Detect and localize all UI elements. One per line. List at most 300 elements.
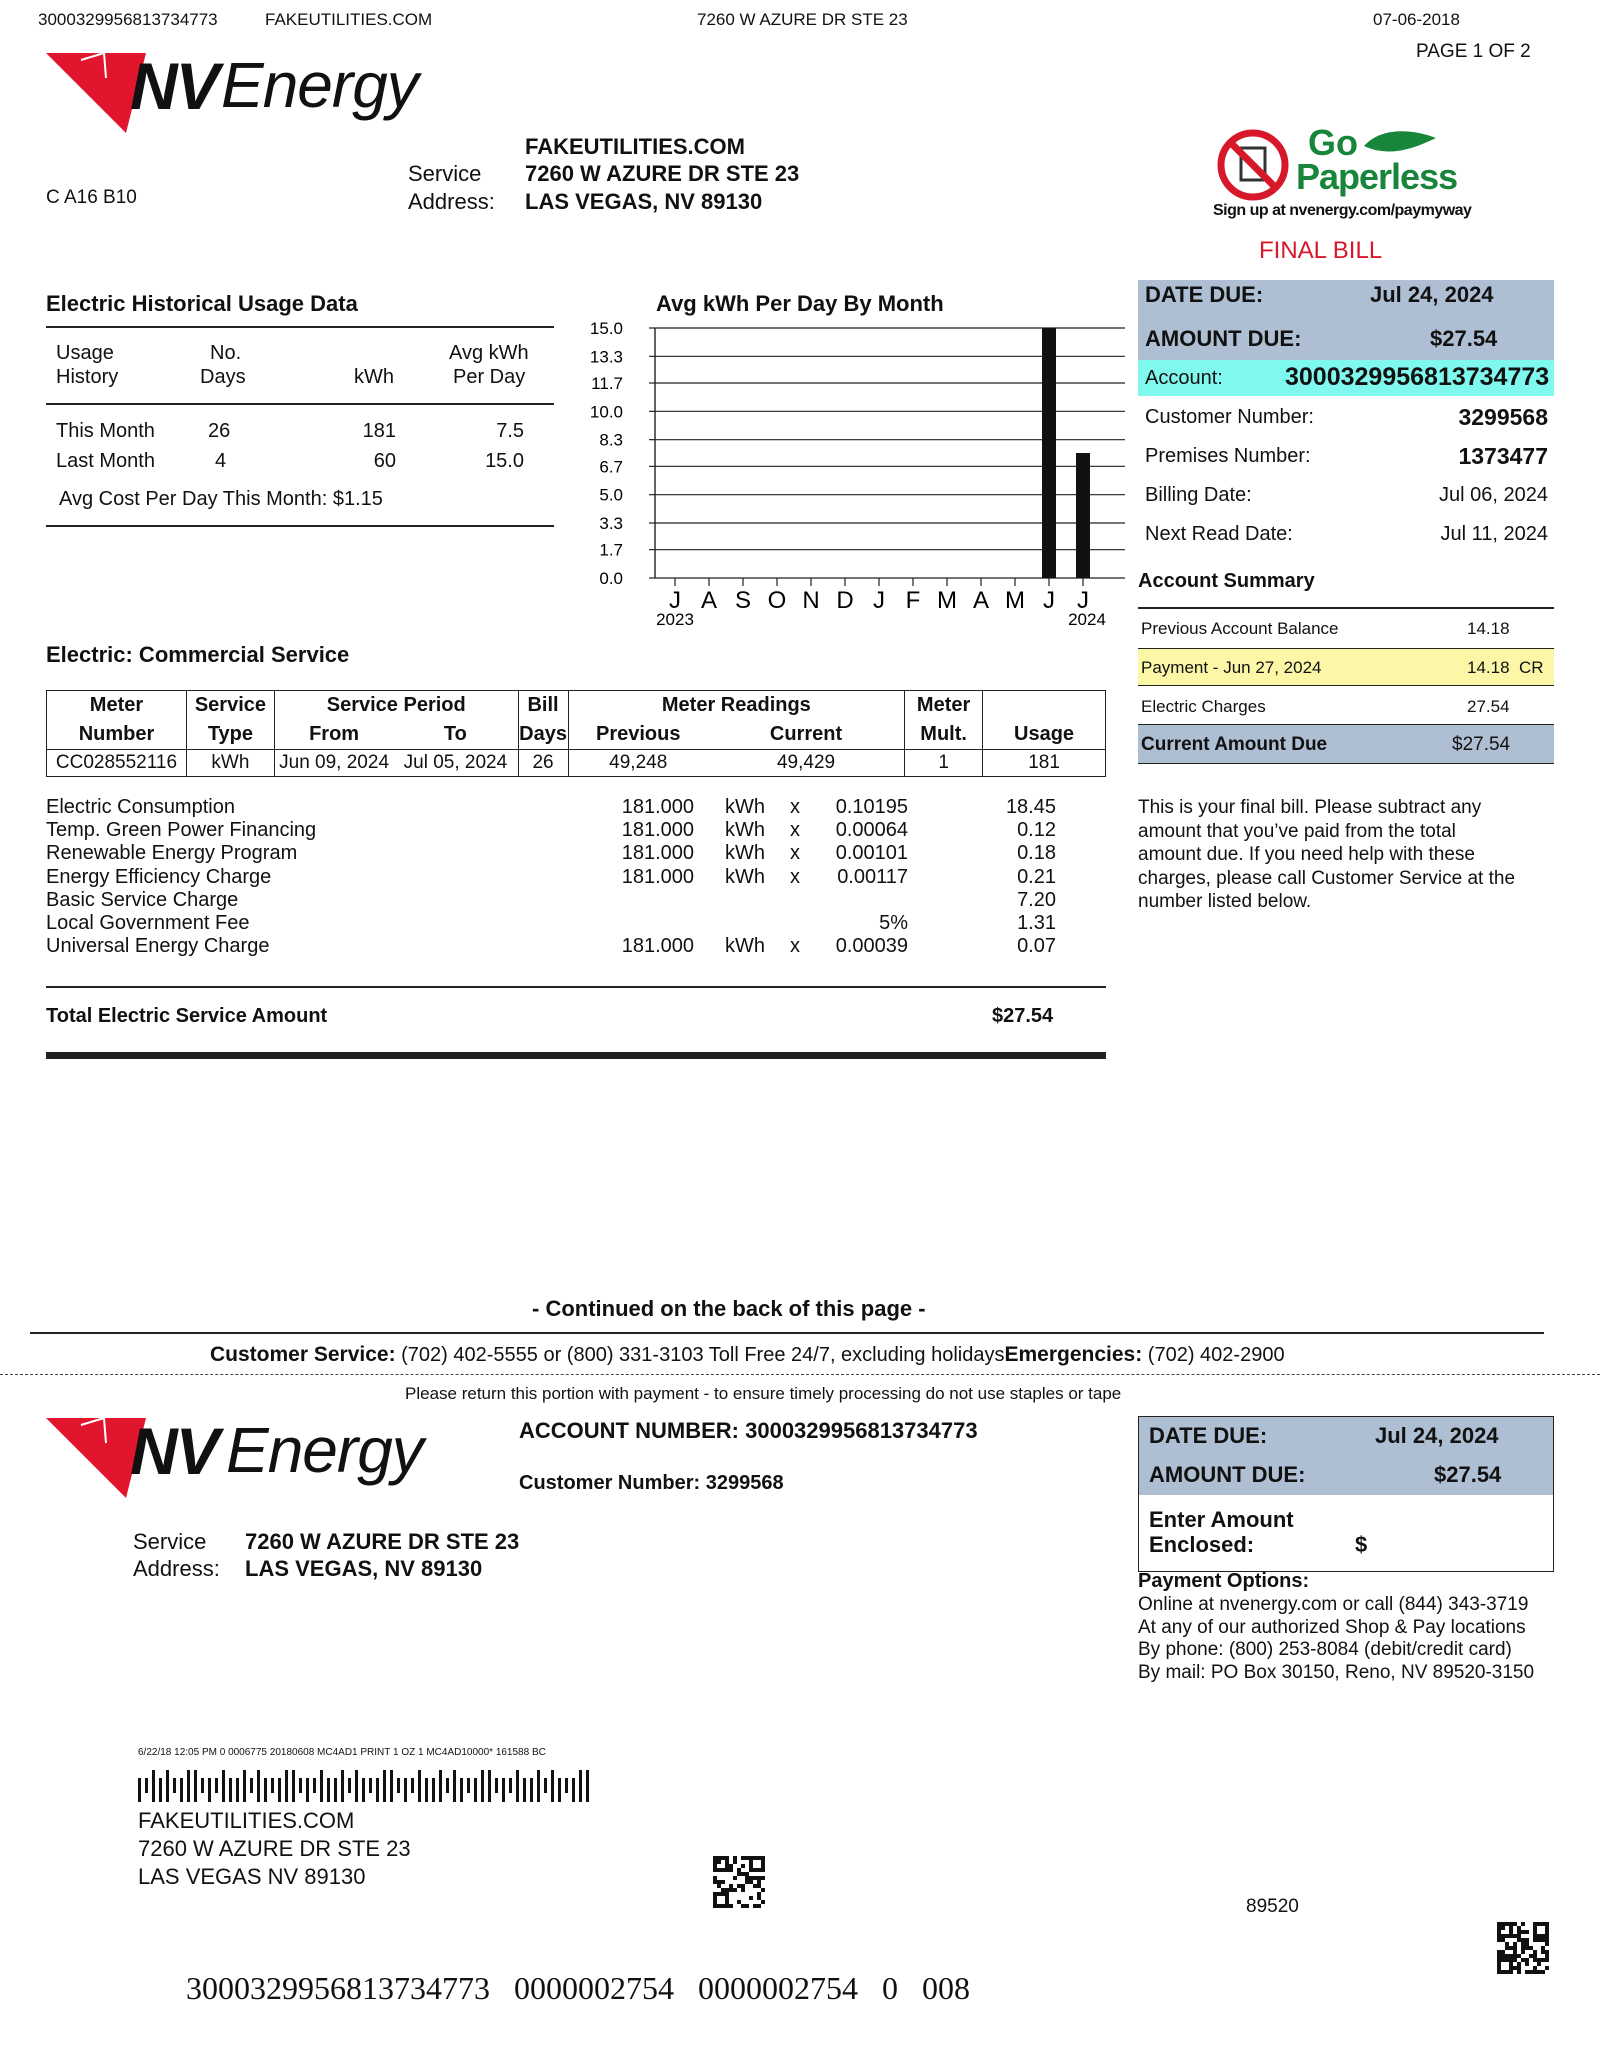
usage-header: Usage (56, 342, 114, 364)
qr-module (1533, 1938, 1537, 1942)
qr-module (729, 1864, 733, 1868)
chart-x-tick-label: N (802, 587, 820, 614)
qr-module (1497, 1950, 1501, 1954)
charge-amount: 1.31 (1017, 912, 1056, 934)
th-multiplier: Mult. (905, 720, 983, 750)
barcode-bar (565, 1778, 568, 1793)
qr-module (1545, 1926, 1549, 1930)
service-label-1: Service (408, 161, 482, 186)
top-company: FAKEUTILITIES.COM (265, 10, 433, 29)
qr-module (757, 1868, 761, 1872)
billing-date-label: Billing Date: (1145, 484, 1252, 506)
qr-module (1517, 1926, 1521, 1930)
chart-x-tick-label: J (873, 587, 885, 614)
qr-module (1501, 1954, 1505, 1958)
qr-module (1501, 1950, 1505, 1954)
cell-mult: 1 (905, 750, 983, 777)
chart-y-tick-label: 13.3 (590, 347, 623, 367)
barcode-bar (257, 1770, 260, 1802)
qr-module (713, 1892, 717, 1896)
stub-account-value: 3000329956813734773 (745, 1418, 978, 1443)
chart-x-tick-label: J (669, 587, 681, 614)
qr-module (713, 1904, 717, 1908)
chart-x-tick-label: M (937, 587, 957, 614)
amount-enclosed-field[interactable] (1375, 1525, 1535, 1559)
chart-x-tick-label: J (1043, 587, 1055, 614)
qr-module (1501, 1934, 1505, 1938)
barcode-bar (306, 1778, 309, 1802)
qr-module (1545, 1930, 1549, 1934)
tear-line (0, 1374, 1600, 1375)
payment-option: At any of our authorized Shop & Pay locations (1138, 1616, 1526, 1638)
qr-module (1533, 1934, 1537, 1938)
qr-module (1545, 1942, 1549, 1946)
qr-module (1525, 1942, 1529, 1946)
usage-header: Days (200, 366, 246, 388)
th-to: To (393, 720, 518, 750)
chart-x-tick-label: O (767, 587, 787, 614)
qr-module (749, 1856, 753, 1860)
qr-module (1505, 1934, 1509, 1938)
charge-x: x (790, 796, 800, 818)
qr-module (1517, 1966, 1521, 1970)
charge-x: x (790, 865, 800, 888)
qr-module (713, 1880, 717, 1884)
barcode-bar (348, 1778, 351, 1793)
qr-module (1545, 1966, 1549, 1970)
barcode-bar (502, 1778, 505, 1802)
chart-y-tick-label: 10.0 (590, 402, 623, 422)
barcode-bar (397, 1778, 400, 1793)
top-address: 7260 W AZURE DR STE 23 (697, 10, 908, 29)
barcode-bar (453, 1770, 456, 1802)
qr-module (749, 1896, 753, 1900)
date-due-label: DATE DUE: (1145, 282, 1264, 307)
barcode-bar (229, 1778, 232, 1802)
charge-rate: 0.00117 (837, 865, 908, 888)
route-code: C A16 B10 (46, 187, 137, 208)
zip-code: 89520 (1246, 1896, 1299, 1917)
go-paperless-badge (1212, 122, 1482, 227)
qr-module (1509, 1930, 1513, 1934)
qr-module (725, 1896, 729, 1900)
barcode-bar (432, 1778, 435, 1802)
charge-unit: kWh (725, 935, 765, 958)
customer-service-label: Customer Service: (210, 1343, 396, 1366)
premises-number-value: 1373477 (1458, 443, 1548, 469)
barcode-bar (166, 1770, 169, 1802)
qr-module (1497, 1970, 1501, 1974)
barcode-bar (481, 1770, 484, 1802)
stub-service-label-2: Address: (133, 1556, 220, 1581)
qr-module (721, 1880, 725, 1884)
th-previous: Previous (568, 720, 708, 750)
charge-label: Local Government Fee (46, 912, 250, 934)
qr-module (753, 1876, 757, 1880)
qr-module (1509, 1970, 1513, 1974)
chart-y-tick-label: 15.0 (590, 319, 623, 338)
barcode-bar (551, 1770, 554, 1802)
footer-rule (30, 1332, 1544, 1334)
qr-module (1525, 1962, 1529, 1966)
chart-bar (1076, 453, 1090, 578)
charge-qty: 181.000 (621, 865, 694, 888)
qr-module (717, 1880, 721, 1884)
mail-city: LAS VEGAS NV 89130 (138, 1864, 366, 1889)
barcode-bar (467, 1778, 470, 1793)
customer-number-value: 3299568 (1458, 404, 1548, 430)
cell-meter: CC028552116 (47, 750, 187, 777)
barcode-bar (250, 1778, 253, 1793)
note-line: amount that you’ve paid from the total (1138, 820, 1456, 842)
final-bill-note (1138, 796, 1515, 914)
qr-module (717, 1904, 721, 1908)
stub-city: LAS VEGAS, NV 89130 (245, 1556, 483, 1581)
qr-module (1521, 1958, 1525, 1962)
qr-module (1521, 1942, 1525, 1946)
final-bill-label: FINAL BILL (1259, 237, 1383, 264)
barcode-bar (138, 1778, 141, 1802)
barcode-bar (516, 1770, 519, 1802)
qr-module (761, 1868, 765, 1872)
qr-module (1541, 1934, 1545, 1938)
qr-module (1537, 1922, 1541, 1926)
qr-module (1497, 1954, 1501, 1958)
qr-module (1533, 1966, 1537, 1970)
summary-row-label: Electric Charges (1141, 697, 1266, 716)
qr-module (1533, 1930, 1537, 1934)
qr-module (1497, 1938, 1501, 1942)
charge-x: x (790, 819, 800, 842)
qr-module (1509, 1922, 1513, 1926)
payment-options-title: Payment Options: (1138, 1570, 1310, 1592)
amount-due-label: AMOUNT DUE: (1145, 326, 1302, 351)
qr-module (721, 1868, 725, 1872)
qr-module (713, 1868, 717, 1872)
postal-barcode (138, 1770, 593, 1804)
payment-options (1138, 1594, 1534, 1684)
summary-row-label: Payment - Jun 27, 2024 (1141, 658, 1322, 677)
summary-row-value: 14.18 CR (1467, 658, 1544, 677)
usage-bar-chart (590, 315, 1150, 645)
barcode-bar (439, 1770, 442, 1802)
payment-option: By mail: PO Box 30150, Reno, NV 89520-3150 (1138, 1661, 1535, 1683)
barcode-bar (271, 1778, 274, 1793)
th-readings: Meter Readings (568, 691, 905, 721)
charge-qty: 181.000 (621, 819, 694, 842)
qr-module (1505, 1942, 1509, 1946)
qr-module (1497, 1934, 1501, 1938)
qr-module (749, 1864, 753, 1868)
charge-unit: kWh (725, 796, 765, 818)
qr-module (1497, 1966, 1501, 1970)
current-due-value: $27.54 (1452, 734, 1511, 755)
usage-row-days: 4 (215, 450, 227, 472)
qr-module (1537, 1962, 1541, 1966)
qr-module (717, 1884, 721, 1888)
qr-module (741, 1904, 745, 1908)
barcode-bar (355, 1770, 358, 1802)
th-period: Service Period (274, 691, 518, 721)
usage-row-kwh: 181 (362, 420, 396, 442)
barcode-bar (222, 1770, 225, 1802)
th-mult: Meter (905, 691, 983, 721)
usage-row-kwh: 60 (373, 450, 396, 472)
th-number: Number (47, 720, 187, 750)
scan-line: 3000329956813734773 0000002754 0000002754 0 008 (186, 1970, 970, 2006)
continued-note: - Continued on the back of this page - (532, 1296, 926, 1321)
barcode-bar (390, 1770, 393, 1802)
qr-module (1513, 1934, 1517, 1938)
qr-module (1501, 1958, 1505, 1962)
charge-amount: 0.21 (1017, 865, 1056, 888)
customer-number-label: Customer Number: (1145, 406, 1314, 428)
barcode-bar (530, 1778, 533, 1802)
qr-module (1505, 1970, 1509, 1974)
qr-module (1513, 1922, 1517, 1926)
stub-nv-energy-logo (46, 1413, 426, 1503)
emergency-text: (702) 402-2900 (1147, 1344, 1285, 1366)
barcode-bar (509, 1778, 512, 1793)
qr-module (1545, 1934, 1549, 1938)
qr-module (1525, 1946, 1529, 1950)
barcode-bar (425, 1778, 428, 1802)
charge-rate: 0.00101 (835, 842, 908, 865)
barcode-bar (383, 1770, 386, 1802)
qr-module (1533, 1922, 1537, 1926)
qr-module (745, 1880, 749, 1884)
stub-customer-value: 3299568 (705, 1472, 784, 1494)
qr-module (1509, 1934, 1513, 1938)
page-number: PAGE 1 OF 2 (1416, 41, 1531, 62)
usage-rule-top (46, 326, 554, 328)
qr-module (729, 1888, 733, 1892)
qr-module (1525, 1938, 1529, 1942)
qr-module (741, 1884, 745, 1888)
qr-module (725, 1864, 729, 1868)
qr-module (1513, 1954, 1517, 1958)
qr-module (1497, 1962, 1501, 1966)
qr-module (725, 1856, 729, 1860)
qr-module (1541, 1970, 1545, 1974)
qr-module (1513, 1946, 1517, 1950)
barcode-bar (208, 1778, 211, 1802)
barcode-bar (313, 1778, 316, 1793)
stub-account-line (519, 1418, 978, 1444)
qr-module (745, 1876, 749, 1880)
barcode-bar (334, 1778, 337, 1802)
qr-module (741, 1872, 745, 1876)
qr-module (713, 1896, 717, 1900)
barcode-bar (523, 1778, 526, 1802)
qr-module (729, 1868, 733, 1872)
cell-from: Jun 09, 2024 (274, 750, 393, 777)
qr-module (717, 1868, 721, 1872)
charge-label: Electric Consumption (46, 796, 235, 818)
qr-module (1505, 1922, 1509, 1926)
qr-module (729, 1884, 733, 1888)
qr-module (745, 1904, 749, 1908)
enter-amount-dollar: $ (1355, 1532, 1368, 1557)
qr-code-icon (713, 1856, 765, 1908)
account-label: Account: (1145, 367, 1223, 389)
qr-module (1501, 1922, 1505, 1926)
th-bill: Bill (518, 691, 568, 721)
qr-module (1545, 1950, 1549, 1954)
qr-module (713, 1860, 717, 1864)
qr-module (741, 1888, 745, 1892)
cell-usage: 181 (983, 750, 1106, 777)
qr-module (737, 1900, 741, 1904)
go-text: Go (1308, 122, 1358, 163)
logo-energy: Energy (221, 49, 418, 121)
barcode-bar (180, 1778, 183, 1802)
qr-module (721, 1888, 725, 1892)
usage-rule-bottom (46, 525, 554, 527)
qr-module (1545, 1922, 1549, 1926)
qr-module (1541, 1950, 1545, 1954)
chart-y-tick-label: 6.7 (599, 457, 623, 477)
charge-amount: 18.45 (1005, 796, 1056, 818)
qr-module (1533, 1970, 1537, 1974)
chart-x-tick-label: F (905, 587, 921, 614)
charge-unit: kWh (725, 842, 765, 865)
service-street: 7260 W AZURE DR STE 23 (525, 161, 800, 186)
customer-service-line (210, 1343, 1285, 1367)
qr-module (725, 1900, 729, 1904)
summary-row-value: 14.18 (1467, 619, 1510, 638)
th-service: Service (186, 691, 274, 721)
qr-module (1521, 1950, 1525, 1954)
qr-module (757, 1880, 761, 1884)
usage-title: Electric Historical Usage Data (46, 291, 358, 316)
barcode-bar (418, 1770, 421, 1802)
amount-due-value: $27.54 (1430, 326, 1498, 351)
qr-module (1497, 1930, 1501, 1934)
qr-module (1509, 1966, 1513, 1970)
top-account-number: 3000329956813734773 (38, 10, 218, 29)
qr-module (1545, 1958, 1549, 1962)
barcode-bar (474, 1778, 477, 1802)
enter-amount-label-1: Enter Amount (1149, 1507, 1294, 1532)
charge-label: Renewable Energy Program (46, 842, 298, 865)
qr-module (1545, 1938, 1549, 1942)
qr-module (733, 1888, 737, 1892)
qr-module (1517, 1930, 1521, 1934)
barcode-bar (145, 1778, 148, 1793)
qr-module (1521, 1946, 1525, 1950)
qr-module (713, 1876, 717, 1880)
qr-module (737, 1872, 741, 1876)
service-city: LAS VEGAS, NV 89130 (525, 189, 763, 214)
current-due-label: Current Amount Due (1141, 734, 1328, 755)
th-usage: Usage (983, 720, 1106, 750)
summary-rule (1138, 607, 1554, 609)
qr-module (1541, 1946, 1545, 1950)
chart-y-tick-label: 3.3 (599, 514, 623, 533)
qr-module (753, 1868, 757, 1872)
barcode-bar (495, 1778, 498, 1793)
chart-year-start: 2023 (656, 610, 694, 629)
charge-amount: 7.20 (1017, 888, 1056, 911)
charge-unit: kWh (725, 819, 765, 842)
qr-module (761, 1856, 765, 1860)
barcode-bar (446, 1778, 449, 1793)
barcode-bar (215, 1778, 218, 1793)
th-usage-blank (983, 691, 1106, 721)
qr-module (741, 1856, 745, 1860)
chart-y-tick-label: 8.3 (599, 430, 623, 450)
qr-module (1517, 1970, 1521, 1974)
qr-module (713, 1856, 717, 1860)
stub-amount-due-label: AMOUNT DUE: (1149, 1462, 1306, 1487)
barcode-bar (320, 1770, 323, 1802)
barcode-bar (173, 1778, 176, 1793)
billing-date-value: Jul 06, 2024 (1439, 484, 1548, 506)
qr-module (749, 1868, 753, 1872)
qr-module (1517, 1954, 1521, 1958)
barcode-bar (159, 1778, 162, 1802)
charge-x: x (790, 842, 800, 865)
qr-module (1545, 1954, 1549, 1958)
charge-qty: 181.000 (621, 796, 694, 818)
total-value: $27.54 (992, 1005, 1054, 1027)
qr-module (745, 1872, 749, 1876)
usage-header: No. (210, 342, 242, 364)
no-paper-icon (1216, 128, 1290, 202)
qr-code-icon (1497, 1922, 1549, 1974)
qr-module (1533, 1950, 1537, 1954)
charge-rate: 0.00064 (835, 819, 908, 842)
qr-module (1529, 1954, 1533, 1958)
qr-module (1517, 1938, 1521, 1942)
qr-module (1513, 1950, 1517, 1954)
barcode-bar (187, 1770, 190, 1802)
barcode-bar (278, 1778, 281, 1802)
barcode-bar (285, 1770, 288, 1802)
service-label-2: Address: (408, 189, 495, 214)
qr-module (1513, 1966, 1517, 1970)
top-date: 07-06-2018 (1373, 10, 1460, 29)
qr-module (1537, 1958, 1541, 1962)
barcode-bar (201, 1778, 204, 1793)
table-row (47, 750, 1106, 777)
qr-module (1509, 1926, 1513, 1930)
charge-label: Energy Efficiency Charge (46, 865, 272, 888)
usage-row-avg: 7.5 (496, 420, 524, 442)
chart-y-tick-label: 1.7 (599, 540, 623, 560)
qr-module (1509, 1962, 1513, 1966)
qr-module (725, 1904, 729, 1908)
qr-module (757, 1876, 761, 1880)
barcode-bar (488, 1770, 491, 1802)
next-read-label: Next Read Date: (1145, 523, 1293, 545)
charge-unit: kWh (725, 865, 765, 888)
qr-module (737, 1868, 741, 1872)
chart-x-tick-label: M (1005, 587, 1025, 614)
cell-current: 49,429 (708, 750, 905, 777)
usage-header: Per Day (453, 366, 526, 388)
qr-module (745, 1856, 749, 1860)
charge-x: x (790, 935, 800, 958)
chart-y-tick-label: 11.7 (591, 374, 623, 393)
qr-module (725, 1892, 729, 1896)
qr-module (757, 1904, 761, 1908)
stub-street: 7260 W AZURE DR STE 23 (245, 1529, 520, 1554)
qr-module (1505, 1958, 1509, 1962)
total-label: Total Electric Service Amount (46, 1005, 328, 1027)
cell-days: 26 (518, 750, 568, 777)
